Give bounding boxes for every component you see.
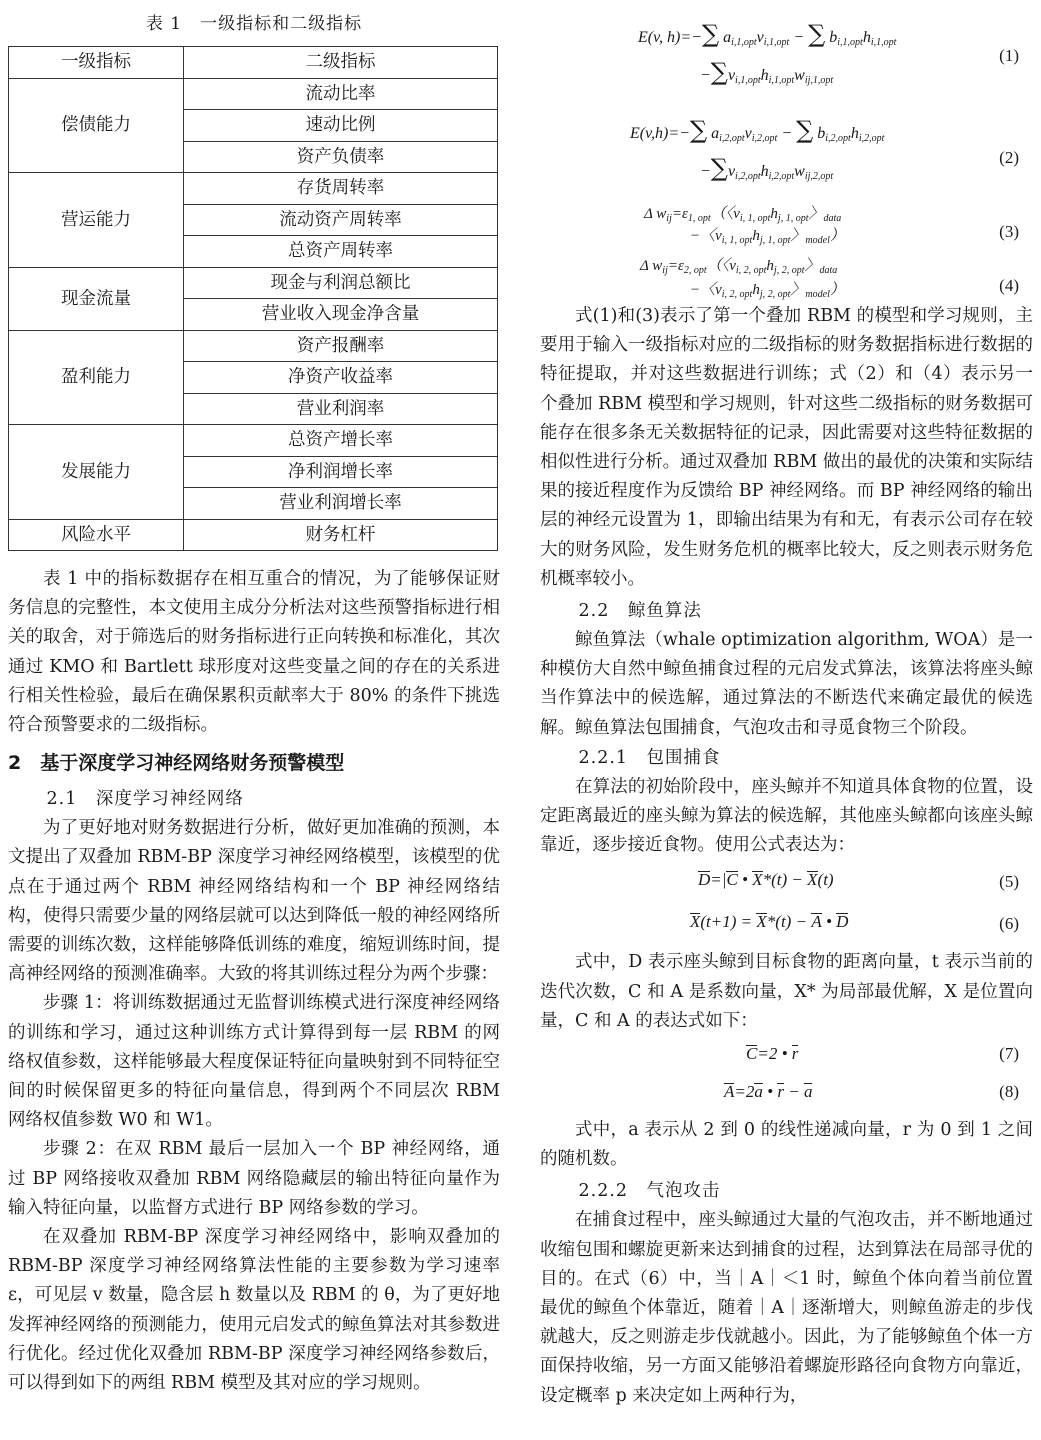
paragraph: 在算法的初始阶段中，座头鲸并不知道具体食物的位置，设定距离最近的座头鲸为算法的候选解，其他座头鲸都向该座头鲸靠近，逐步接近食物。使用公式表达为： xyxy=(540,776,1033,856)
section-heading: 2 基于深度学习神经网络财务预警模型 xyxy=(8,752,345,775)
subsection-heading: 2.2.1 包围捕食 xyxy=(578,747,721,768)
paragraph: 鲸鱼算法（whale optimization algorithm, WOA）是一种模仿大自然中鲸鱼捕食过程的元启发式算法，该算法将座头鲸当作算法中的候选解，通过算法的不断迭代来确定最优的候选解。鲸鱼算法包围捕食，气泡攻击和寻觅食物三个阶段。 xyxy=(540,630,1033,738)
equation-8: A=2a • r − a (8) xyxy=(724,1082,1019,1102)
paragraph: 步骤 2：在双 RBM 最后一层加入一个 BP 神经网络，通过 BP 网络接收双叠加 RBM 网络隐藏层的输出特征向量作为输入特征向量，以监督方式进行 BP 网络参数的学习。 xyxy=(8,1139,500,1218)
secondary-indicator-cell: 总资产周转率 xyxy=(184,236,498,268)
table-caption: 表 1 一级指标和二级指标 xyxy=(145,14,363,34)
left-column xyxy=(8,0,500,1398)
paragraph: 为了更好地对财务数据进行分析，做好更加准确的预测，本文提出了双叠加 RBM-BP 深度学习神经网络模型，该模型的优点在于通过两个 RBM 神经网络结构和一个 BP 神经网络结构，使得只需要少量的网络层就可以达到降低一般的神经网络所需要的训练次数，这样能够降低训练的难度，缩短训练时间，提高神经网络的预测准确率。大致的将其训练过程分为两个步骤： xyxy=(8,818,500,985)
equation-number: (3) xyxy=(999,222,1019,241)
subsection-heading: 2.2.2 气泡攻击 xyxy=(578,1181,721,1202)
equation-1: E(v, h)=−∑ $a_{i,1,opt}v_{i,1,opt}$ − ∑ $b_{i,1,opt}h_{i,1,opt}$ $-\sum v_{i,1,opt}h_{i,1,opt}w_{ij,1,opt}$ (1) xyxy=(638,20,1019,86)
secondary-indicator-cell: 资产报酬率 xyxy=(184,330,498,362)
secondary-indicator-cell: 存货周转率 xyxy=(184,173,498,205)
table-header-cell: 一级指标 xyxy=(9,47,184,79)
secondary-indicator-cell: 总资产增长率 xyxy=(184,425,498,457)
indicator-table xyxy=(8,46,498,551)
secondary-indicator-cell: 营业利润率 xyxy=(184,393,498,425)
secondary-indicator-cell: 速动比例 xyxy=(184,110,498,142)
equation-5: D=|C • X*(t) − X(t) (5) xyxy=(698,870,1019,892)
equation-number: (2) xyxy=(999,148,1019,167)
secondary-indicator-cell: 营业利润增长率 xyxy=(184,488,498,520)
primary-indicator-cell: 偿债能力 xyxy=(9,78,184,173)
equation-3: Δ $w_{ij}=\varepsilon_{1, opt}$（〈$v_{i, 1, opt}h_{j, 1, opt}$〉$_{data}$ −〈$v_{i, 1, opt}h_{j, 1, opt}$〉$_{model}$） (3) xyxy=(644,206,1019,246)
paragraph: 步骤 1：将训练数据通过无监督训练模式进行深度神经网络的训练和学习，通过这种训练方式计算得到每一层 RBM 的网络权值参数，这样能够最大程度保证特征向量映射到不同特征空间的时候保留更多的特征向量信息，得到两个不同层次 RBM 网络权值参数 W0 和 W1。 xyxy=(8,993,500,1131)
equation-number: (1) xyxy=(999,46,1019,65)
right-column xyxy=(540,0,1033,1411)
secondary-indicator-cell: 资产负债率 xyxy=(184,141,498,173)
equation-2: E(v,h)=−∑ $a_{i,2,opt}v_{i,2,opt}$ − ∑ $b_{i,2,opt}h_{i,2,opt}$ $-\sum v_{i,2,opt}h_{i,2,opt}w_{ij,2,opt}$ (2) xyxy=(630,116,1019,182)
table-row xyxy=(9,425,498,457)
secondary-indicator-cell: 现金与利润总额比 xyxy=(184,267,498,299)
table-row xyxy=(9,78,498,110)
paragraph: 式中，a 表示从 2 到 0 的线性递减向量，r 为 0 到 1 之间的随机数。 xyxy=(540,1120,1033,1170)
table-row xyxy=(9,330,498,362)
equation-number: (4) xyxy=(999,276,1019,295)
paragraph: 式(1)和(3)表示了第一个叠加 RBM 的模型和学习规则，主要用于输入一级指标对应的二级指标的财务数据指标进行数据的特征提取，并对这些数据进行训练；式（2）和（4）表示另一个叠加 RBM 模型和学习规则，针对这些二级指标的财务数据可能存在很多条无关数据特征的记录，因此需要对这些特征数据的相似性进行分析。通过双叠加 RBM 做出的最优的决策和实际结果的接近程度作为反馈给 BP 神经网络。而 BP 神经网络的输出层的神经元设置为 1，即输出结果为有和无，有表示公司存在较大的财务风险，发生财务危机的概率比较大，反之则表示财务危机概率较小。 xyxy=(540,306,1033,589)
equation-number: (5) xyxy=(999,872,1019,892)
paragraph: 在双叠加 RBM-BP 深度学习神经网络中，影响双叠加的 RBM-BP 深度学习神经网络算法性能的主要参数为学习速率 ε，可见层 v 数量，隐含层 h 数量以及 RBM 的 θ，为了更好地发挥神经网络的预测能力，使用元启发式的鲸鱼算法对其参数进行优化。经过优化双叠加 RBM-BP 深度学习神经网络参数后，可以得到如下的两组 RBM 模型及其对应的学习规则。 xyxy=(8,1227,500,1394)
equation-6: X(t+1) = X*(t) − A • D (6) xyxy=(690,912,1019,934)
primary-indicator-cell: 营运能力 xyxy=(9,173,184,268)
primary-indicator-cell: 发展能力 xyxy=(9,425,184,520)
equation-number: (7) xyxy=(999,1044,1019,1064)
table-row xyxy=(9,173,498,205)
primary-indicator-cell: 盈利能力 xyxy=(9,330,184,425)
primary-indicator-cell: 现金流量 xyxy=(9,267,184,330)
secondary-indicator-cell: 净资产收益率 xyxy=(184,362,498,394)
paragraph: 表 1 中的指标数据存在相互重合的情况，为了能够保证财务信息的完整性，本文使用主成分分析法对这些预警指标进行相关的取舍，对于筛选后的财务指标进行正向转换和标准化，其次通过 KMO 和 Bartlett 球形度对这些变量之间的存在的关系进行相关性检验，最后在确保累积贡献率大于 80% 的条件下挑选符合预警要求的二级指标。 xyxy=(8,569,500,736)
secondary-indicator-cell: 流动资产周转率 xyxy=(184,204,498,236)
equation-4: Δ $w_{ij}=\varepsilon_{2, opt}$（〈$v_{i, 2, opt}h_{j, 2, opt}$〉$_{data}$ −〈$v_{i, 2, opt}h_{j, 2, opt}$〉$_{model}$） (4) xyxy=(640,258,1019,300)
equation-7: C=2 • r (7) xyxy=(746,1044,1019,1064)
paragraph: 在捕食过程中，座头鲸通过大量的气泡攻击，并不断地通过收缩包围和螺旋更新来达到捕食的过程，达到算法在局部寻优的目的。在式（6）中，当｜A｜＜1 时，鲸鱼个体向着当前位置最优的鲸鱼个体靠近，随着｜A｜逐渐增大，则鲸鱼游走的步伐就越大，反之则游走步伐就越小。因此，为了能够鲸鱼个体一方面保持收缩，另一方面又能够沿着螺旋形路径向食物方向靠近，设定概率 p 来决定如上两种行为， xyxy=(540,1210,1033,1406)
table-header-cell: 二级指标 xyxy=(184,47,498,79)
subsection-heading: 2.1 深度学习神经网络 xyxy=(46,789,244,810)
subsection-heading: 2.2 鲸鱼算法 xyxy=(578,601,702,622)
secondary-indicator-cell: 流动比率 xyxy=(184,78,498,110)
equation-number: (8) xyxy=(999,1082,1019,1102)
equation-number: (6) xyxy=(999,914,1019,934)
table-row xyxy=(9,519,498,551)
table-header-row xyxy=(9,47,498,79)
secondary-indicator-cell: 财务杠杆 xyxy=(184,519,498,551)
table-row xyxy=(9,267,498,299)
primary-indicator-cell: 风险水平 xyxy=(9,519,184,551)
paragraph: 式中，D 表示座头鲸到目标食物的距离向量，t 表示当前的迭代次数，C 和 A 是系数向量，X* 为局部最优解，X 是位置向量，C 和 A 的表达式如下： xyxy=(540,952,1033,1031)
secondary-indicator-cell: 营业收入现金净含量 xyxy=(184,299,498,331)
secondary-indicator-cell: 净利润增长率 xyxy=(184,456,498,488)
